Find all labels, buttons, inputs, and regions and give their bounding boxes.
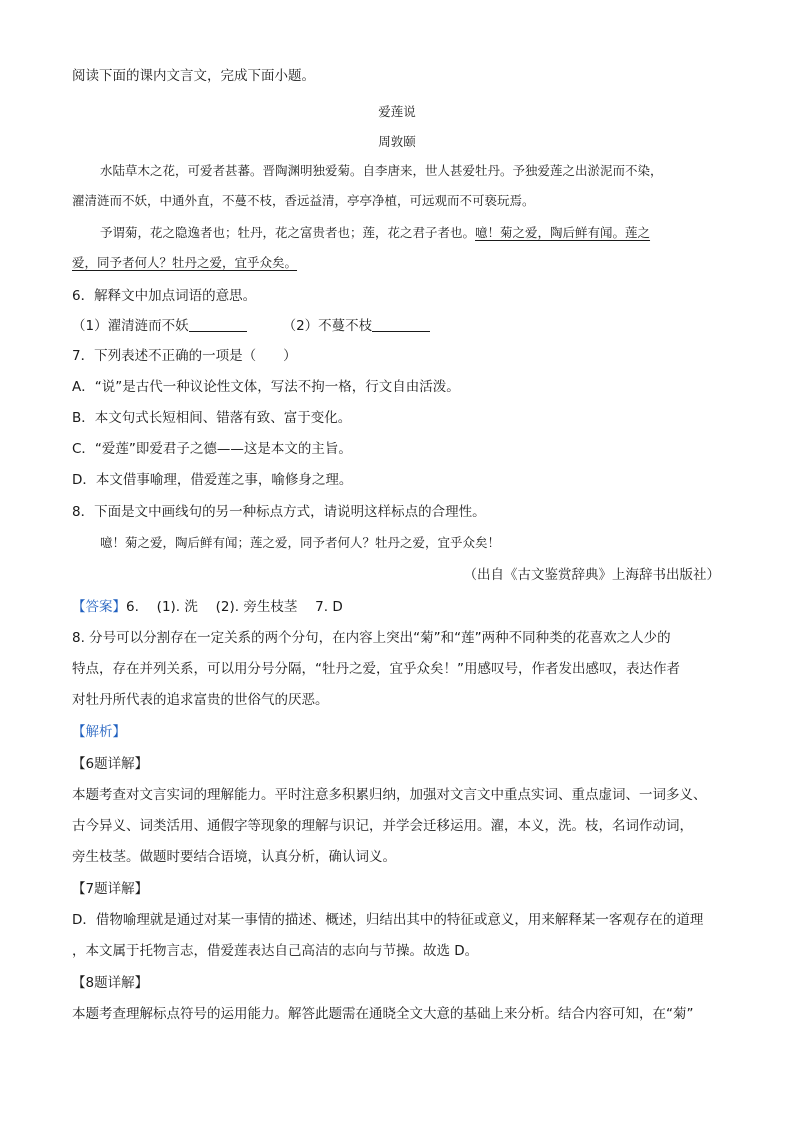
q8-quote: 噫！菊之爱，陶后鲜有闻；莲之爱，同予者何人？牡丹之爱，宜乎众矣！ — [100, 535, 501, 550]
q7-option-a: A．“说”是古代一种议论性文体，写法不拘一格，行文自由活泼。 — [72, 379, 460, 395]
q6-item2-blank[interactable] — [372, 317, 430, 332]
q8-source: （出自《古文鉴赏辞典》上海辞书出版社） — [463, 567, 720, 583]
passage-para2-line1 — [100, 223, 726, 243]
passage-para2-line2 — [72, 253, 724, 273]
detail-6-heading: 【6题详解】 — [72, 756, 149, 772]
detail-6-line3: 旁生枝茎。做题时要结合语境，认真分析，确认词义。 — [72, 849, 396, 865]
question-7: 7．下列表述不正确的一项是（ ） — [72, 348, 297, 364]
underlined-sentence-part1: 噫！菊之爱，陶后鲜有闻。莲之 — [475, 225, 651, 240]
detail-8-heading: 【8题详解】 — [72, 975, 149, 991]
q7-option-c: C．“爱莲”即爱君子之德——这是本文的主旨。 — [72, 441, 352, 457]
passage-para2-plain: 予谓菊，花之隐逸者也；牡丹，花之富贵者也；莲，花之君子者也。 — [100, 225, 476, 240]
q6-item1: （1）濯清涟而不妖 — [72, 318, 189, 334]
analysis-tag: 【解析】 — [72, 724, 126, 740]
q7-option-d: D．本文借事喻理，借爱莲之事，喻修身之理。 — [72, 472, 353, 488]
passage-para1-line2: 濯清涟而不妖，中通外直，不蔓不枝，香远益清，亭亭净植，可远观而不可亵玩焉。 — [72, 193, 535, 208]
detail-7-line1: D．借物喻理就是通过对某一事情的描述、概述，归结出其中的特征或意义，用来解释某一客观存在的道理 — [72, 912, 704, 928]
passage-author: 周敦颐 — [378, 134, 416, 149]
detail-7-line2: ，本文属于托物言志，借爱莲表达自己高洁的志向与节操。故选 D。 — [72, 943, 479, 959]
answer-line — [72, 597, 724, 617]
q7-option-b: B．本文句式长短相间、错落有致、富于变化。 — [72, 410, 352, 426]
detail-7-heading: 【7题详解】 — [72, 881, 149, 897]
intro-text: 阅读下面的课内文言文，完成下面小题。 — [72, 68, 315, 84]
question-6-items — [72, 316, 724, 336]
underlined-sentence-part2: 爱，同予者何人？牡丹之爱，宜乎众矣。 — [72, 255, 298, 270]
answer-text: 6. (1). 洗 (2). 旁生枝茎 7. D — [126, 599, 343, 615]
q6-item1-blank[interactable] — [189, 317, 247, 332]
answer-tag: 【答案】 — [72, 599, 126, 615]
passage-title: 爱莲说 — [378, 104, 416, 119]
answer-8-line2: 特点，存在并列关系，可以用分号分隔，“牡丹之爱，宜乎众矣！”用感叹号，作者发出感叹，表达作者 — [72, 661, 680, 677]
answer-8-line3: 对牡丹所代表的追求富贵的世俗气的厌恶。 — [72, 692, 329, 708]
answer-8-line1: 8. 分号可以分割存在一定关系的两个分句，在内容上突出“菊”和“莲”两种不同种类的花喜欢之人少的 — [72, 630, 671, 646]
q6-item2: （2）不蔓不枝 — [282, 318, 373, 334]
detail-6-line2: 古今异义、词类活用、通假字等现象的理解与识记，并学会迁移运用。濯，本义，洗。枝，名词作动词， — [72, 818, 693, 834]
detail-6-line1: 本题考查对文言实词的理解能力。平时注意多积累归纳，加强对文言文中重点实词、重点虚词、一词多义、 — [72, 787, 707, 803]
passage-para1-line1: 水陆草木之花，可爱者甚蕃。晋陶渊明独爱菊。自李唐来，世人甚爱牡丹。予独爱莲之出淤泥而不染， — [100, 163, 663, 178]
question-8: 8．下面是文中画线句的另一种标点方式，请说明这样标点的合理性。 — [72, 504, 486, 520]
question-6: 6．解释文中加点词语的意思。 — [72, 288, 257, 304]
detail-8-line1: 本题考查理解标点符号的运用能力。解答此题需在通晓全文大意的基础上来分析。结合内容可知，在“菊” — [72, 1006, 694, 1022]
